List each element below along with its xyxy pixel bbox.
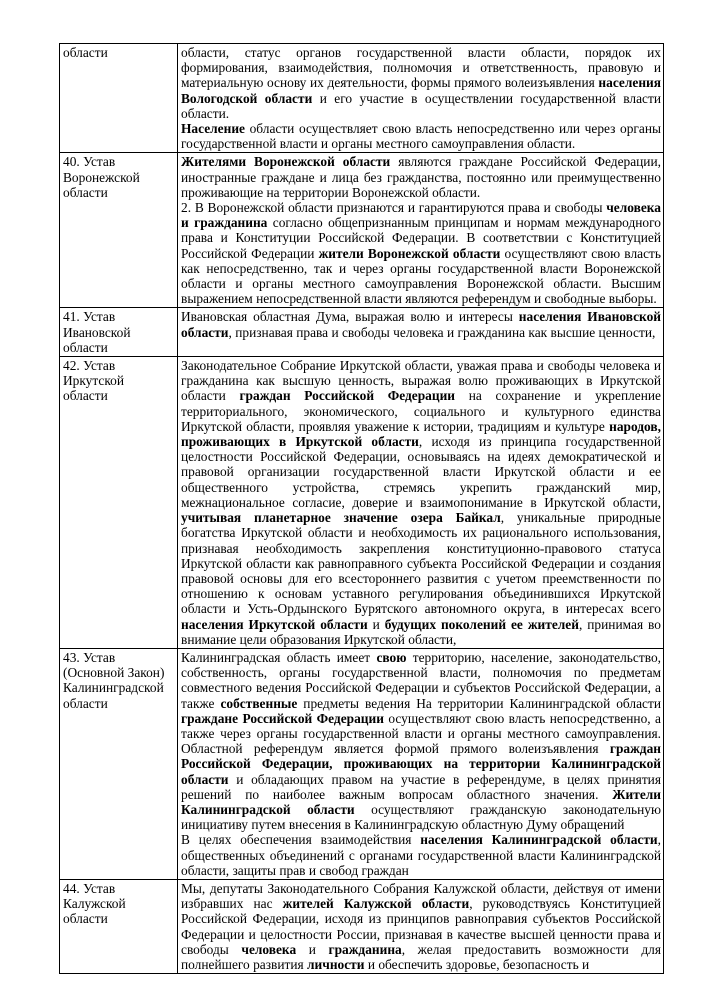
text-run: являются граждане Российской Федерации, иностранные граждане и лица без гражданства, постоянно или преимущественно проживающие на территории Воронежской области. [181,154,661,200]
highlighted-term: будущих поколений ее жителей [384,616,579,632]
highlighted-term: Жителями Воронежской области [181,154,391,170]
charter-excerpt-cell [178,153,664,308]
charter-title-line: 44. Устав [63,880,116,896]
highlighted-term: человека и гражданина [181,200,661,231]
text-run: области осуществляет свою власть непосредственно или через органы государственной власти и органы местного самоуправления области. [181,121,661,152]
charter-title-line: Калининградской [63,680,164,696]
charter-title-line: 43. Устав [63,649,116,665]
highlighted-term: населения Вологодской области [181,75,661,106]
charter-title-cell [60,879,178,973]
text-run: согласно общепризнанным принципам и нормам международного права и Конституции Российской Федерации. В соответствии с Конституцией Российской Федерации [181,215,661,261]
text-run: , желая предоставить возможности для полнейшего развития [181,941,661,972]
text-run: Мы, депутаты Законодательного Собрания Калужской области, действуя от имени избравших нас [181,880,661,912]
text-run: и [367,616,385,632]
highlighted-term: граждан Российской Федерации [239,388,456,404]
text-run: Ивановская областная Дума, выражая волю и интересы [181,309,519,325]
charter-title-cell [60,44,178,153]
text-run: Калининградская область имеет [181,649,377,665]
charter-title-line: (Основной Закон) [63,665,165,681]
charter-excerpt-cell [178,648,664,879]
text-run: , исходя из принципа государственной целостности Российской Федерации, основываясь на идеях демократической и правовой организации государственной власти Иркутской области и ее общественного устройства, стремясь укрепить гражданский мир, межнациональное согласие, доверие и взаимопонимание в Иркутской области, [181,434,661,510]
highlighted-term: населения Иркутской области [181,616,368,632]
table-row [60,879,664,973]
charter-title-line: области [63,695,108,711]
text-run: на сохранение и укрепление территориального, экономического, социального и культурного единства Иркутской области, проявляя уважение к истории, традициям и культуре [181,388,662,434]
highlighted-term: населения Ивановской области [181,309,661,340]
highlighted-term: человека [241,941,297,957]
charter-title-cell [60,153,178,308]
table-row [60,153,664,308]
text-run: осуществляют свою власть непосредственно, а также через органы государственной власти и органы местного самоуправления. Областной референдум является формой прямого волеизъявления [181,710,662,757]
table-row [60,44,664,153]
text-run: осуществляют гражданскую законодательную инициативу путем внесения в Калининградскую областную Думу обращений [181,801,661,833]
excerpt-paragraph [181,154,661,200]
charter-title-cell [60,357,178,649]
highlighted-term: гражданина [328,941,402,957]
excerpt-paragraph [181,309,661,339]
charter-title-line: 40. Устав [63,154,116,170]
table-row [60,648,664,879]
charter-title-line: области [63,388,108,404]
excerpt-paragraph [181,832,661,878]
charter-excerpt-cell [178,44,664,153]
charter-title-line: области [63,339,108,355]
highlighted-term: народов, проживающих в Иркутской области [181,418,661,450]
table-row [60,308,664,357]
highlighted-term: граждане Российской Федерации [181,710,384,726]
text-run: области, статус органов государственной власти области, порядок их формирования, взаимодействия, полномочия и ответственность, правовую и материальную основу их деятельности, формы прямого волеизъявления [181,45,661,91]
excerpt-paragraph [181,121,661,151]
charter-title-cell [60,648,178,879]
excerpt-paragraph [181,45,661,121]
charter-title-line: области [63,911,108,927]
charter-title-line: 42. Устав [63,358,116,374]
table-row [60,357,664,649]
charter-title-line: области [63,184,108,200]
charter-title-line: 41. Устав [63,309,116,325]
charter-title-line: Ивановской [63,324,131,340]
charter-title-line: области [63,45,108,60]
text-run: , уникальные природные богатства Иркутской области и необходимость их рационального использования, признавая необходимость закрепления конституционно-правового статуса Иркутской области как равноправного субъекта Российской Федерации и создания правовой основы для его всестороннего развития с учетом преемственности по отношению к основам уставного регулирования объединившихся Иркутской области и Усть-Ордынского Бурятского автономного округа, в интересах всего [181,510,661,617]
text-run: территорию, население, законодательство, собственность, органы государственной власти, полномочия по предметам совместного ведения Российской Федерации и субъектов Российской Федерации, а также [181,649,661,711]
highlighted-term: Население [181,121,245,137]
charter-excerpt-cell [178,308,664,357]
charters-table-body [60,44,664,974]
highlighted-term: населения Калининградской области [420,832,658,848]
highlighted-term: свою [376,649,407,665]
text-run: Законодательное Собрание Иркутской области, уважая права и свободы человека и гражданина как высшую ценность, выражая волю проживающих в Иркутской области [181,358,661,404]
text-run: , принимая во внимание цели образования Иркутской области, [181,616,661,647]
text-run: предметы ведения На территории Калининградской области [297,695,661,711]
charters-table [59,43,664,974]
charter-excerpt-cell [178,357,664,649]
document-page [59,43,664,974]
highlighted-term: собственные [220,695,298,711]
excerpt-paragraph [181,881,661,972]
text-run: 2. В Воронежской области признаются и гарантируются права и свободы [181,200,607,216]
highlighted-term: личности [307,956,365,972]
highlighted-term: жителей Калужской области [282,896,470,912]
charter-title-cell [60,308,178,357]
excerpt-paragraph [181,650,661,832]
charter-title-line: Воронежской [63,169,140,185]
text-run: и обладающих правом на участие в референдуме, в целях принятия решений по наиболее важным вопросам областного значения. [181,771,661,802]
highlighted-term: Жители Калининградской области [181,786,661,817]
highlighted-term: учитывая планетарное значение озера Байкал [181,510,501,526]
charter-title-line: Иркутской [63,373,125,389]
text-run: , общественных объединений с органами государственной власти Калининградской области, защиты прав и свобод граждан [181,832,661,878]
text-run: , руководствуясь Конституцией Российской Федерации, исходя из принципов равноправия субъектов Российской Федерации и целостности России, признавая в качестве высшей ценности права и свободы [181,896,661,957]
text-run: и [296,941,329,957]
text-run: , признавая права и свободы человека и гражданина как высшие ценности, [228,324,656,340]
text-run: В целях обеспечения взаимодействия [181,832,421,848]
excerpt-paragraph [181,358,661,647]
charter-title-line: Калужской [63,896,126,912]
text-run: и его участие в осуществлении государственной власти области. [181,90,662,121]
charter-excerpt-cell [178,879,664,973]
text-run: и обеспечить здоровье, безопасность и [364,956,590,972]
excerpt-paragraph [181,200,661,306]
text-run: осуществляют свою власть как непосредственно, так и через органы государственной власти Воронежской области и органы местного самоуправления Воронежской области. Высшим выражением непосредственной власти являются референдум и свободные выборы. [181,245,661,307]
highlighted-term: граждан Российской Федерации, проживающих на территории Калининградской области [181,741,661,787]
highlighted-term: жители Воронежской области [318,245,501,261]
